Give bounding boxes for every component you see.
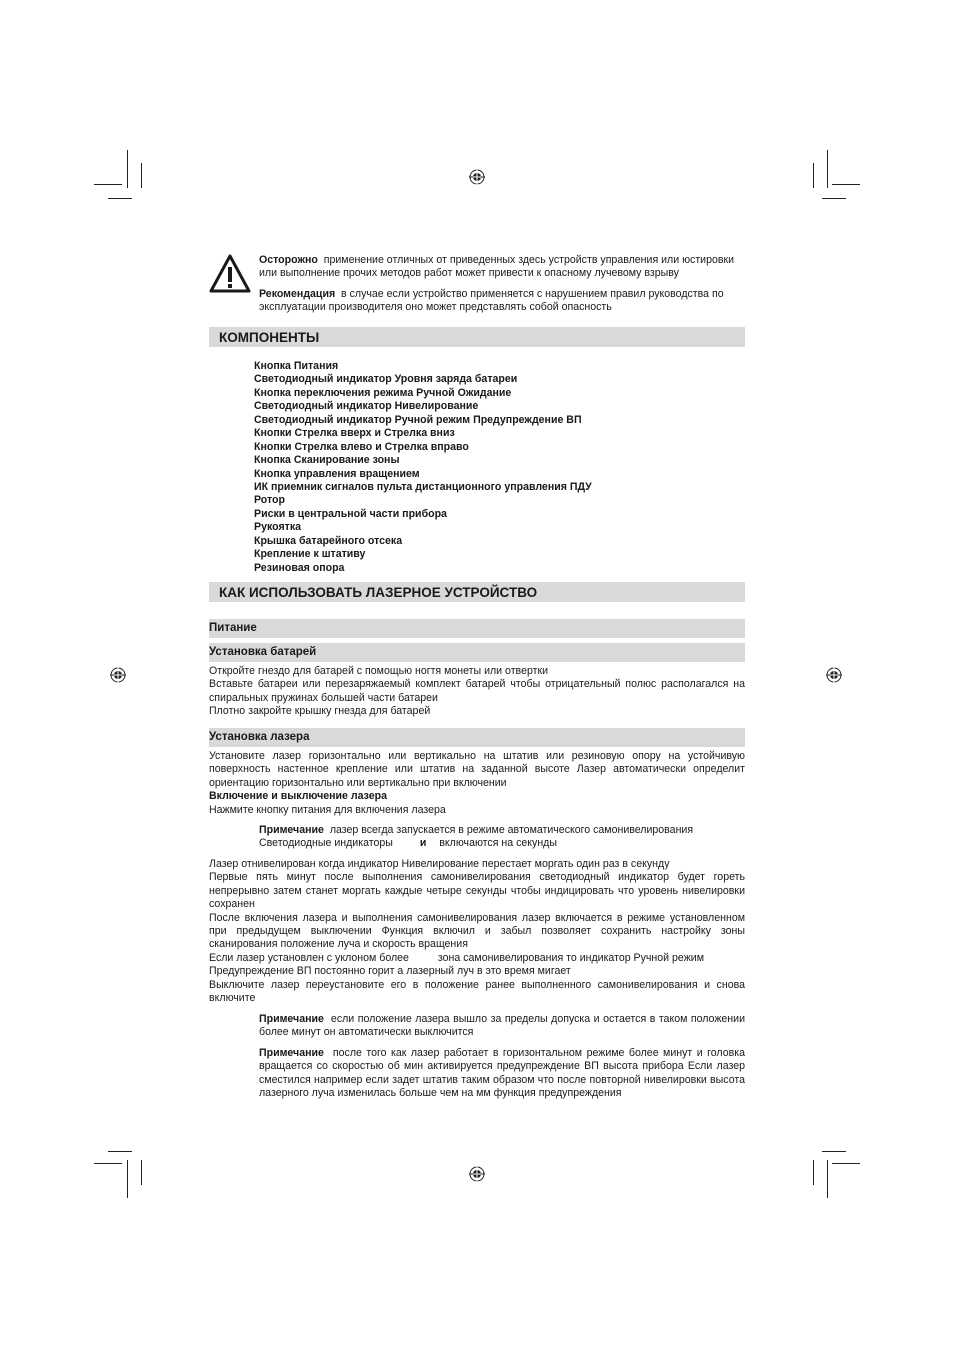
list-item: Кнопка Питания <box>254 360 339 372</box>
note-3-text: после того как лазер работает в горизонтальном режиме более минут и головка вращается со скоростью об мин активируется предупреждение ВП высота прибора Если лазер сместился например если задет штатив таким образом что после повторной нивелировки высота лазерного луча изменилась больше чем на мм функция предупреждения <box>259 1047 746 1100</box>
battery-heading: Установка батарей <box>209 646 317 658</box>
note-1-line-2b: включаются на секунды <box>439 837 557 850</box>
list-item: Крышка батарейного отсека <box>254 534 403 547</box>
power-heading: Питание <box>209 622 257 634</box>
laser-heading: Установка лазера <box>209 731 310 743</box>
onoff-paragraph: Нажмите кнопку питания для включения лазера <box>209 803 446 816</box>
registration-mark-icon <box>469 1166 485 1182</box>
recommendation-paragraph <box>259 288 745 315</box>
list-item: Кнопки Стрелка вверх и Стрелка вниз <box>254 427 455 440</box>
note-1-line-2a: Светодиодные индикаторы <box>259 837 393 850</box>
paragraph-leveled: Лазер отнивелирован когда индикатор Нивелирование перестает моргать один раз в секунду <box>209 858 670 870</box>
note-label: Примечание <box>259 824 324 836</box>
paragraph-slope-b: зона самонивелирования то индикатор Ручной режим <box>437 951 704 964</box>
caution-paragraph <box>259 254 745 281</box>
list-item: Рукоятка <box>254 521 302 534</box>
crop-mark <box>94 184 122 185</box>
note-label: Примечание <box>259 1047 324 1059</box>
registration-mark-icon <box>469 169 485 185</box>
paragraph-slope-c: Предупреждение ВП постоянно горит а лазерный луч в это время мигает <box>209 965 571 978</box>
crop-mark <box>141 1160 142 1185</box>
list-item: Риски в центральной части прибора <box>254 507 447 520</box>
paragraph-first-five-minutes: Первые пять минут после выполнения самонивелирования светодиодный индикатор будет гореть непрерывно затем станет моргать каждые четыре секунды чтобы индицировать что уровень нивелировки сохранен <box>209 871 745 911</box>
battery-step-3: Плотно закройте крышку гнезда для батарей <box>209 705 431 718</box>
crop-mark <box>827 1160 828 1198</box>
note-1-line-1: лазер всегда запускается в режиме автоматического самонивелирования <box>329 824 694 836</box>
crop-mark <box>813 1160 814 1185</box>
crop-mark <box>127 150 128 188</box>
crop-mark <box>827 150 828 188</box>
crop-mark <box>127 1160 128 1198</box>
list-item: Светодиодный индикатор Ручной режим Предупреждение ВП <box>254 413 582 426</box>
list-item: Ротор <box>254 494 285 507</box>
list-item: Кнопка переключения режима Ручной Ожидание <box>254 386 512 399</box>
note-1 <box>259 824 745 851</box>
paragraph-switch-off: Выключите лазер переустановите его в положение ранее выполненного самонивелирования и снова включите <box>209 978 745 1005</box>
usage-heading: КАК ИСПОЛЬЗОВАТЬ ЛАЗЕРНОЕ УСТРОЙСТВО <box>219 585 538 600</box>
list-item: Резиновая опора <box>254 561 345 574</box>
recommendation-label: Рекомендация <box>259 288 336 300</box>
power-heading-bar <box>209 619 745 638</box>
registration-mark-icon <box>110 667 126 683</box>
crop-mark <box>822 1151 846 1152</box>
battery-heading-bar <box>209 643 745 662</box>
warning-triangle-icon <box>208 253 252 295</box>
laser-setup-paragraph: Установите лазер горизонтально или вертикально на штатив или резиновую опору на устойчивую поверхность настенное крепление или штатив на заданной высоте Лазер автоматически определит ориентацию горизонтально или вертикально при включении <box>209 750 745 789</box>
onoff-subheading: Включение и выключение лазера <box>209 790 387 803</box>
battery-text <box>209 665 745 719</box>
list-item: Кнопка управления вращением <box>254 467 420 480</box>
battery-step-1: Откройте гнездо для батарей с помощью ногтя монеты или отвертки <box>209 665 549 677</box>
crop-mark <box>108 198 132 199</box>
list-item: Кнопка Сканирование зоны <box>254 454 400 467</box>
crop-mark <box>813 163 814 188</box>
list-item: Кнопки Стрелка влево и Стрелка вправо <box>254 440 469 453</box>
crop-mark <box>141 163 142 188</box>
laser-heading-bar <box>209 728 745 747</box>
note-label: Примечание <box>259 1013 324 1025</box>
list-item: Крепление к штативу <box>254 548 366 561</box>
components-list <box>254 360 592 575</box>
list-item: ИК приемник сигналов пульта дистанционного управления ПДУ <box>254 480 592 493</box>
laser-text <box>209 750 745 817</box>
crop-mark <box>832 184 860 185</box>
components-heading: КОМПОНЕНТЫ <box>219 330 320 345</box>
crop-mark <box>822 198 846 199</box>
registration-mark-icon <box>826 667 842 683</box>
operation-text <box>209 858 745 1005</box>
list-item: Светодиодный индикатор Нивелирование <box>254 400 479 413</box>
caution-text: применение отличных от приведенных здесь устройств управления или юстировки или выполнение прочих методов работ может привести к опасному лучевому взрыву <box>259 254 735 280</box>
crop-mark <box>94 1163 122 1164</box>
caution-label: Осторожно <box>259 254 318 266</box>
crop-mark <box>832 1163 860 1164</box>
usage-heading-bar <box>209 582 745 602</box>
note-2-text: если положение лазера вышло за пределы допуска и остается в таком положении более минут он автоматически выключится <box>259 1013 745 1039</box>
recommendation-text: в случае если устройство применяется с нарушением правил руководства по эксплуатации производителя оно может представлять собой опасность <box>259 288 724 314</box>
note-2 <box>259 1013 745 1040</box>
note-3 <box>259 1047 745 1101</box>
paragraph-memory-function: После включения лазера и выполнения самонивелирования лазер включается в режиме установленном при предыдущем выключении Функция включил и забыл позволяет сохранить настройку зоны сканирования положение луча и скорость вращения <box>209 911 745 951</box>
crop-mark <box>108 1151 132 1152</box>
components-heading-bar <box>209 327 745 347</box>
paragraph-slope-a: Если лазер установлен с уклоном более <box>209 951 409 964</box>
battery-step-2: Вставьте батареи или перезаряжаемый комплект батарей чтобы отрицательный полюс располагался на спиральных пружинах большей части батареи <box>209 678 745 704</box>
list-item: Светодиодный индикатор Уровня заряда батареи <box>254 373 518 386</box>
note-1-and: и <box>419 837 427 850</box>
